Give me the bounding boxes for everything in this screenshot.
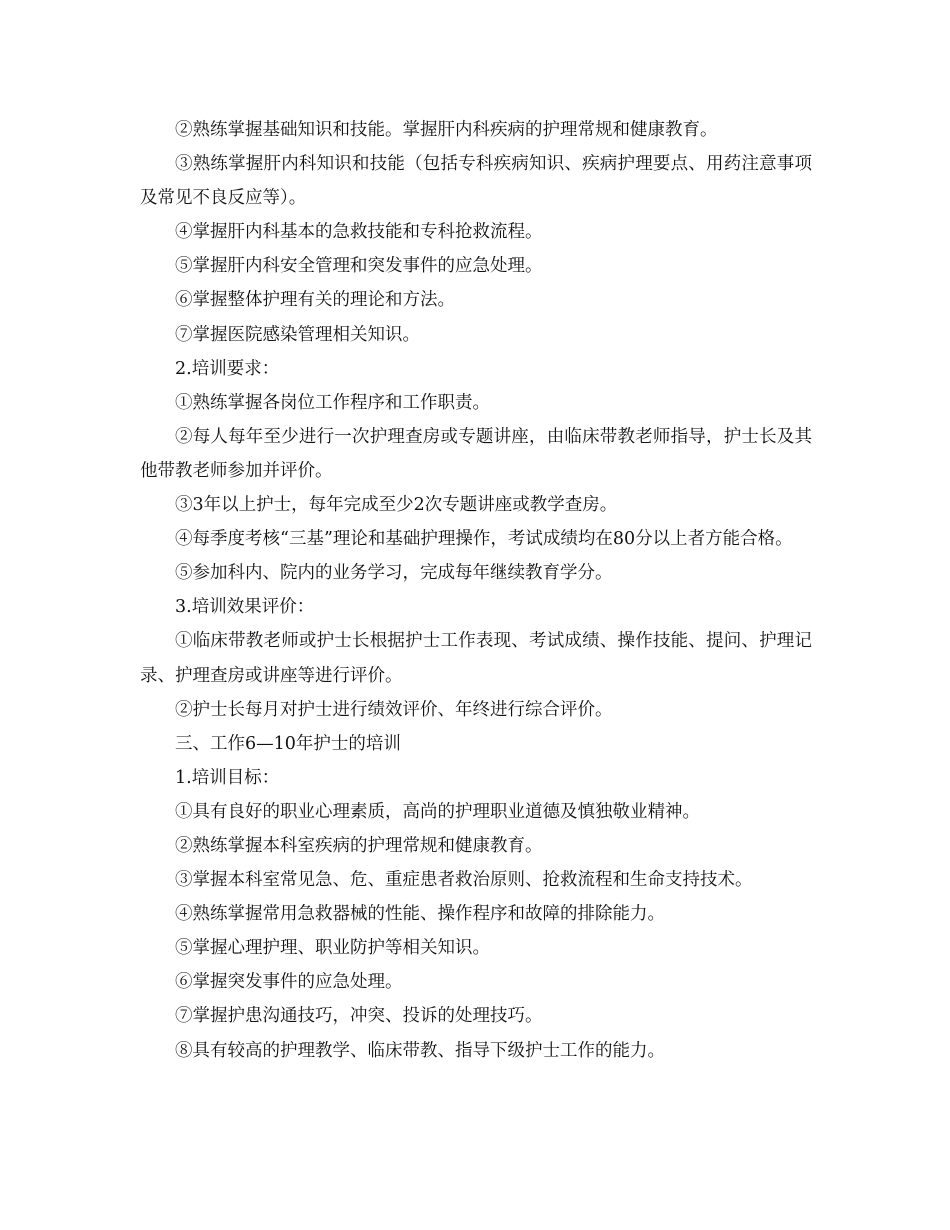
chapter-heading-6-10-years: 三、工作6—10年护士的培训 xyxy=(175,733,401,754)
document-body xyxy=(140,113,812,1068)
paragraph-goal-3: ③熟练掌握肝内科知识和技能（包括专科疾病知识、疾病护理要点、用药注意事项及常见不良反应等）。 xyxy=(140,154,812,209)
section-heading-requirements: 2.培训要求： xyxy=(175,358,280,379)
paragraph-requirement-2: ②每人每年至少进行一次护理查房或专题讲座，由临床带教老师指导，护士长及其他带教老师参加并评价。 xyxy=(140,426,812,481)
paragraph-requirement-5: ⑤参加科内、院内的业务学习，完成每年继续教育学分。 xyxy=(175,563,613,584)
paragraph-target-8: ⑧具有较高的护理教学、临床带教、指导下级护士工作的能力。 xyxy=(175,1040,665,1061)
paragraph-target-2: ②熟练掌握本科室疾病的护理常规和健康教育。 xyxy=(175,835,543,856)
paragraph-requirement-4: ④每季度考核“三基”理论和基础护理操作，考试成绩均在80分以上者方能合格。 xyxy=(175,529,793,550)
paragraph-target-4: ④熟练掌握常用急救器械的性能、操作程序和故障的排除能力。 xyxy=(175,904,665,925)
paragraph-goal-5: ⑤掌握肝内科安全管理和突发事件的应急处理。 xyxy=(175,256,543,277)
paragraph-target-7: ⑦掌握护患沟通技巧，冲突、投诉的处理技巧。 xyxy=(175,1006,543,1027)
paragraph-target-3: ③掌握本科室常见急、危、重症患者救治原则、抢救流程和生命支持技术。 xyxy=(175,870,753,891)
paragraph-target-1: ①具有良好的职业心理素质，高尚的护理职业道德及慎独敬业精神。 xyxy=(175,801,700,822)
paragraph-goal-4: ④掌握肝内科基本的急救技能和专科抢救流程。 xyxy=(175,222,543,243)
paragraph-requirement-1: ①熟练掌握各岗位工作程序和工作职责。 xyxy=(175,392,490,413)
paragraph-target-5: ⑤掌握心理护理、职业防护等相关知识。 xyxy=(175,938,490,959)
paragraph-goal-7: ⑦掌握医院感染管理相关知识。 xyxy=(175,324,420,345)
paragraph-goal-2: ②熟练掌握基础知识和技能。掌握肝内科疾病的护理常规和健康教育。 xyxy=(175,120,718,140)
paragraph-evaluation-2: ②护士长每月对护士进行绩效评价、年终进行综合评价。 xyxy=(175,699,613,720)
paragraph-evaluation-1: ①临床带教老师或护士长根据护士工作表现、考试成绩、操作技能、提问、护理记录、护理查房或讲座等进行评价。 xyxy=(140,631,812,686)
paragraph-goal-6: ⑥掌握整体护理有关的理论和方法。 xyxy=(175,290,455,311)
paragraph-target-6: ⑥掌握突发事件的应急处理。 xyxy=(175,972,403,993)
paragraph-requirement-3: ③3年以上护士，每年完成至少2次专题讲座或教学查房。 xyxy=(175,495,618,516)
section-heading-evaluation: 3.培训效果评价： xyxy=(175,597,315,618)
section-heading-goals: 1.培训目标： xyxy=(175,767,280,788)
